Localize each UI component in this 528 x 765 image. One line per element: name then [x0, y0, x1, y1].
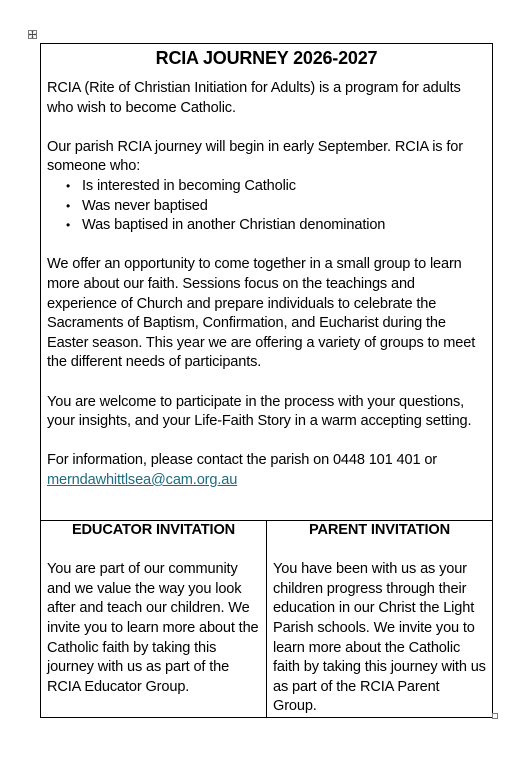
journey-intro-paragraph: Our parish RCIA journey will begin in early September. RCIA is for someone who:: [47, 138, 463, 175]
offer-paragraph: We offer an opportunity to come together in a small group to learn more about our faith. Sessions focus on the teachings and experience of Church and prepare individuals to celebrate the Sacraments of Baptism, Confirmation, and Eucharist during the Easter season. This year we are offering a variety of groups to meet the different needs of participants.: [47, 256, 476, 371]
contact-paragraph: [47, 451, 486, 490]
contact-email-link[interactable]: merndawhittlsea@cam.org.au: [47, 471, 238, 488]
table-move-handle[interactable]: [28, 30, 37, 39]
document-title: RCIA JOURNEY 2026-2027: [155, 48, 378, 68]
move-arrows-icon: [29, 31, 36, 38]
main-info-cell[interactable]: [41, 44, 493, 521]
list-item: • Was baptised in another Christian denomination: [82, 216, 486, 236]
table-resize-handle[interactable]: [492, 713, 498, 719]
welcome-paragraph: You are welcome to participate in the process with your questions, your insights, and your Life-Faith Story in a warm accepting setting.: [47, 393, 472, 430]
criteria-list: [47, 177, 486, 236]
bullet-icon: •: [66, 218, 71, 233]
list-item: • Is interested in becoming Catholic: [82, 177, 486, 197]
parent-invitation-cell[interactable]: [267, 521, 493, 718]
educator-heading: EDUCATOR INVITATION: [71, 522, 236, 538]
bullet-icon: •: [66, 198, 71, 213]
flyer-table: [40, 43, 493, 718]
parent-body: You have been with us as your children progress through their education in our Christ the Light Parish schools. We invite you to learn more about the Catholic faith by taking this journey with us as part of the RCIA Parent Group.: [273, 561, 486, 715]
contact-text: For information, please contact the parish on 0448 101 401 or: [47, 452, 437, 469]
bullet-icon: •: [66, 178, 71, 193]
intro-paragraph: RCIA (Rite of Christian Initiation for Adults) is a program for adults who wish to become Catholic.: [47, 80, 461, 116]
educator-body: You are part of our community and we value the way you look after and teach our children. We invite you to learn more about the Catholic faith by taking this journey with us as part of the RCIA Educator Group.: [47, 561, 259, 695]
parent-heading: PARENT INVITATION: [309, 522, 450, 538]
list-item: • Was never baptised: [82, 197, 486, 217]
educator-invitation-cell[interactable]: [41, 521, 267, 718]
